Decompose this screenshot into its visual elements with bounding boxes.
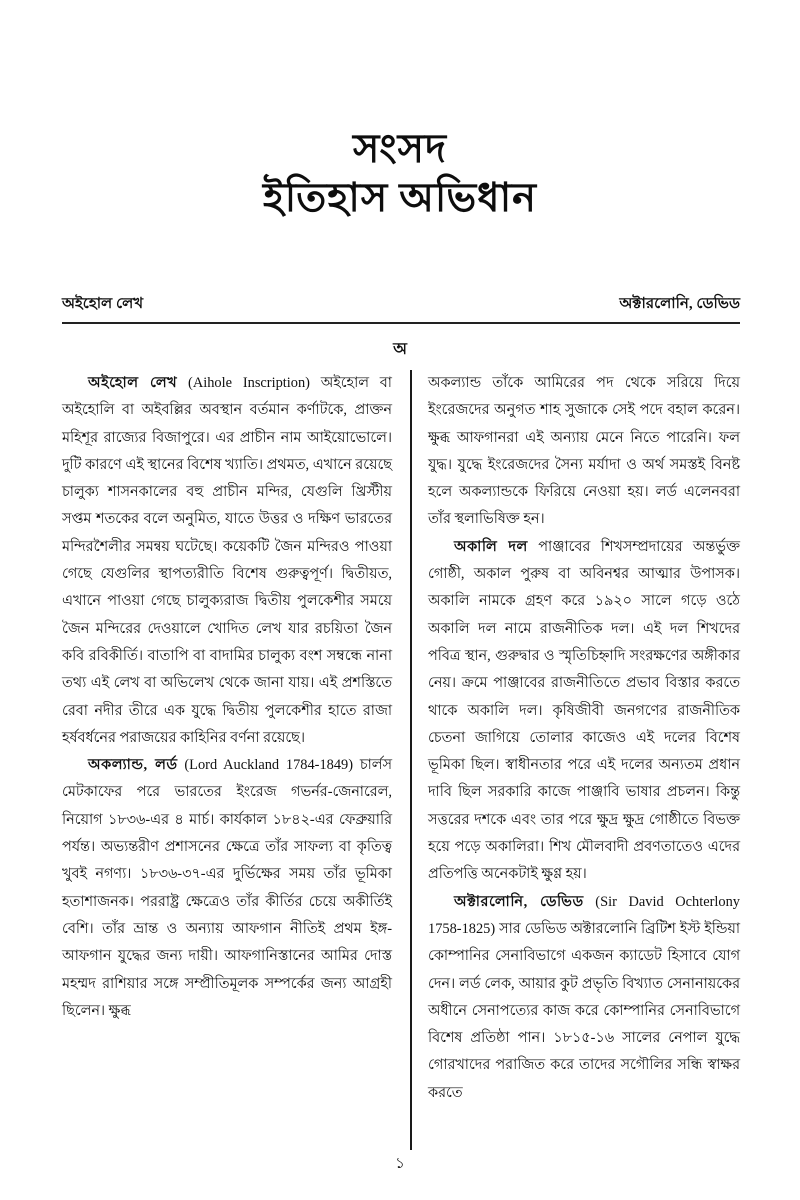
page-number: ১ <box>395 1156 405 1172</box>
left-column <box>62 370 392 1150</box>
entry-headword: অক্টারলোনি, ডেভিড <box>454 893 584 910</box>
dictionary-entry-continuation <box>428 370 740 534</box>
entry-latin-gloss: (Aihole Inscription) <box>188 375 310 391</box>
dictionary-entry <box>62 370 392 752</box>
entry-latin-gloss: (Sir David Ochterlony 1758-1825) <box>428 893 740 937</box>
dictionary-entry <box>428 534 740 889</box>
running-head-left: অইহোল লেখ <box>62 296 144 312</box>
entry-latin-gloss: (Lord Auckland 1784-1849) <box>184 757 354 774</box>
entry-body: চার্লস মেটকাফের পরে ভারতের ইংরেজ গভর্নর-জেনারেল, নিয়োগ ১৮৩৬-এর ৪ মার্চ। কার্যকাল ১৮৪২-এর ফেব্রুয়ারি পর্যন্ত। অভ্যন্তরীণ প্রশাসনের ক্ষেত্রে তাঁর সাফল্য বা কৃতিত্ব খুবই নগণ্য। ১৮৩৬-৩৭-এর দুর্ভিক্ষের সময় তাঁর ভূমিকা হতাশাজনক। পররাষ্ট্র ক্ষেত্রেও তাঁর কীর্তির চেয়ে অকীর্তিই বেশি। তাঁর ভ্রান্ত ও অন্যায় আফগান নীতিই প্রথম ইঙ্গ-আফগান যুদ্ধের জন্য দায়ী। আফগানিস্তানের আমির দোস্ত মহম্মদ রাশিয়ার সঙ্গে সম্প্রীতিমূলক সম্পর্কের জন্য আগ্রহী ছিলেন। ক্ষুব্ধ <box>62 757 392 1019</box>
book-title-block <box>0 126 800 222</box>
entry-body: পাঞ্জাবের শিখসম্প্রদায়ের অন্তর্ভুক্ত গোষ্ঠী, অকাল পুরুষ বা অবিনশ্বর আত্মার উপাসক। অকালি নামকে গ্রহণ করে ১৯২০ সালে গড়ে ওঠে অকালি দল নামে রাজনীতিক দল। এই দল শিখদের পবিত্র স্থান, গুরুদ্বার ও স্মৃতিচিহ্নাদি সংরক্ষণের অঙ্গীকার নেয়। ক্রমে পাঞ্জাবের রাজনীতিতে প্রভাব বিস্তার করতে থাকে অকালি দল। কৃষিজীবী জনগণের রাজনীতিক চেতনা জাগিয়ে তোলার কাজেও এই দলের বিশেষ ভূমিকা ছিল। স্বাধীনতার পরে এই দলের অন্যতম প্রধান দাবি ছিল সরকারি কাজে পাঞ্জাবি ভাষার প্রচলন। কিন্তু সত্তরের দশকে এবং তার পরে ক্ষুদ্র ক্ষুদ্র গোষ্ঠীতে বিভক্ত হয়ে পড়ে অকালিরা। শিখ মৌলবাদী প্রবণতাতেও এদের প্রতিপত্তি অনেকটাই ক্ষুণ্ণ হয়। <box>428 538 740 883</box>
dictionary-entry <box>428 889 740 1107</box>
running-head <box>62 292 740 317</box>
entry-headword: অইহোল লেখ <box>88 375 178 391</box>
book-title-line-2: ইতিহাস অভিধান <box>262 175 538 220</box>
two-column-body <box>62 370 740 1150</box>
dictionary-entry <box>62 752 392 1025</box>
entry-body: অকল্যান্ড তাঁকে আমিরের পদ থেকে সরিয়ে দিয়ে ইংরেজদের অনুগত শাহ সুজাকে সেই পদে বহাল করেন। ক্ষুব্ধ আফগানরা এই অন্যায় মেনে নিতে পারেনি। ফল যুদ্ধ। যুদ্ধে ইংরেজদের সৈন্য মর্যাদা ও অর্থ সমস্তই বিনষ্ট হলে অকল্যান্ডকে ফিরিয়ে নেওয়া হয়। লর্ড এলেনবরা তাঁর স্থলাভিষিক্ত হন। <box>428 375 740 528</box>
header-divider <box>62 322 740 324</box>
entry-body: সার ডেভিড অক্টারলোনি ব্রিটিশ ইস্ট ইন্ডিয়া কোম্পানির সেনাবিভাগে একজন ক্যাডেট হিসাবে যোগ দেন। লর্ড লেক, আয়ার কুট প্রভৃতি বিখ্যাত সেনানায়কের অধীনে সেনাপত্যের কাজ করে কোম্পানির সেনাবিভাগে বিশেষ প্রতিষ্ঠা পান। ১৮১৫-১৬ সালের নেপাল যুদ্ধে গোরখাদের পরাজিত করে তাদের সগৌলির সন্ধি স্বাক্ষর করতে <box>428 920 740 1101</box>
running-head-right: অক্টারলোনি, ডেভিড <box>619 296 740 312</box>
entry-headword: অকালি দল <box>454 538 528 555</box>
entry-body: অইহোল বা অইহোলি বা অইবল্লির অবস্থান বর্তমান কর্ণাটকে, প্রাক্তন মহিশূর রাজ্যের বিজাপুরে। এর প্রাচীন নাম আইয়োভোলে। দুটি কারণে এই স্থানের বিশেষ খ্যাতি। প্রথমত, এখানে রয়েছে চালুক্য শাসনকালের বহু প্রাচীন মন্দির, যেগুলি খ্রিস্টীয় সপ্তম শতকের বলে অনুমিত, যাতে উত্তর ও দক্ষিণ ভারতের মন্দিরশৈলীর সমন্বয় ঘটেছে। কয়েকটি জৈন মন্দিরও পাওয়া গেছে যেগুলির স্থাপত্যরীতি বিশেষ গুরুত্বপূর্ণ। দ্বিতীয়ত, এখানে পাওয়া গেছে চালুক্যরাজ দ্বিতীয় পুলকেশীর সময়ে জৈন মন্দিরের দেওয়ালে খোদিত লেখ যার রচয়িতা জৈন কবি রবিকীর্তি। বাতাপি বা বাদামির চালুক্য বংশ সম্বন্ধে নানা তথ্য এই লেখ বা অভিলেখ থেকে জানা যায়। এই প্রশস্তিতে রেবা নদীর তীরে এক যুদ্ধে দ্বিতীয় পুলকেশীর হাতে রাজা হর্ষবর্ধনের পরাজয়ের কাহিনির বর্ণনা রয়েছে। <box>62 375 392 746</box>
section-letter: অ <box>393 341 407 358</box>
right-column <box>410 370 740 1150</box>
book-title-line-1: সংসদ <box>352 126 448 171</box>
entry-headword: অকল্যান্ড, লর্ড <box>88 757 178 774</box>
